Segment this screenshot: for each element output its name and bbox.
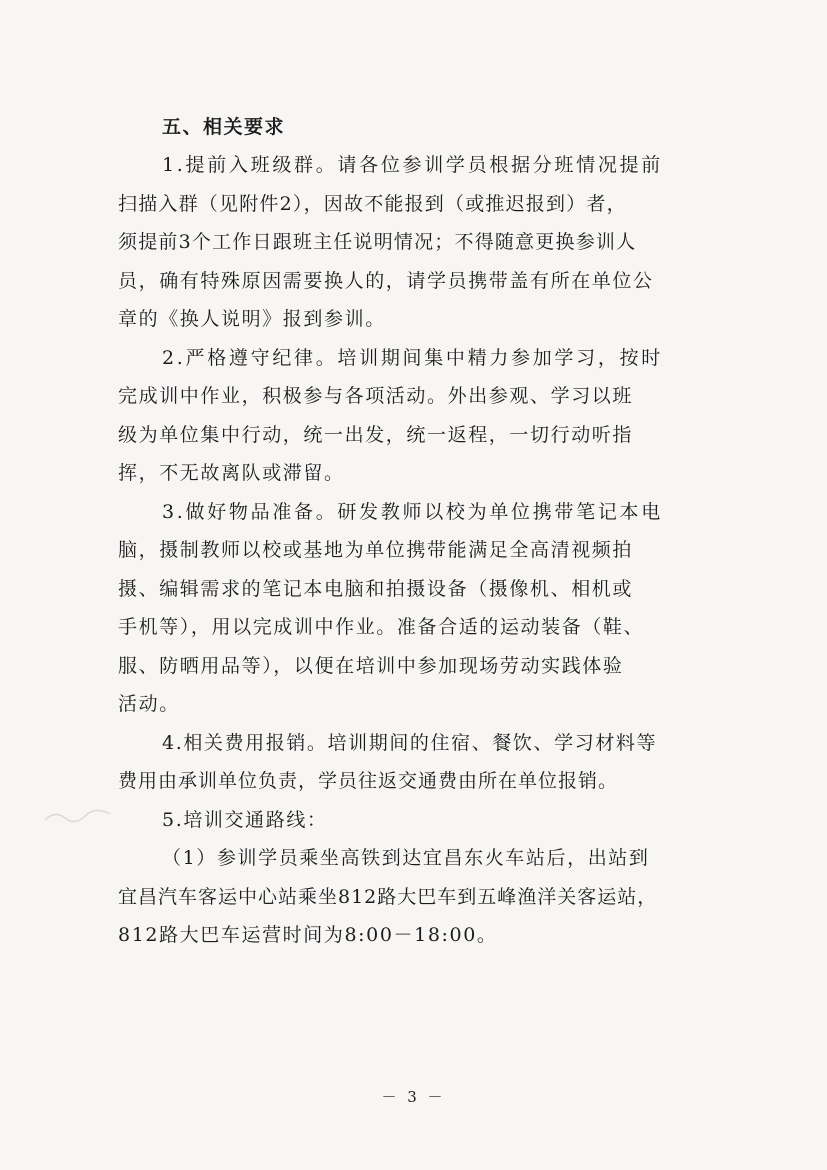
paragraph-line: 2.严格遵守纪律。培训期间集中精力参加学习，按时 [162,346,663,369]
paragraph-line: 须提前3个工作日跟班主任说明情况；不得随意更换参训人 [118,231,637,253]
section-heading: 五、相关要求 [162,116,286,138]
paragraph-line: 活动。 [118,693,180,715]
paragraph-line: 脑，摄制教师以校或基地为单位携带能满足全高清视频拍 [118,539,634,561]
paragraph-item-3 [118,493,698,724]
paragraph-line: 5.培训交通路线： [162,808,328,831]
page-number: － 3 － [381,1088,446,1106]
paragraph-line: 4.相关费用报销。培训期间的住宿、餐饮、学习材料等 [162,731,658,754]
paragraph-line: 服、防晒用品等），以便在培训中参加现场劳动实践体验 [118,654,624,677]
scan-smudge [40,800,120,830]
paragraph-item-4 [118,724,698,801]
paragraph-item-5-1 [118,839,698,955]
paragraph-item-5 [118,801,698,840]
document-body [118,108,698,955]
paragraph-line: 3.做好物品准备。研发教师以校为单位携带笔记本电 [162,500,663,523]
paragraph-line: 812路大巴车运营时间为8:00－18:00。 [118,924,498,946]
paragraph-line: 费用由承训单位负责，学员往返交通费由所在单位报销。 [118,770,619,792]
paragraph-line: （1）参训学员乘坐高铁到达宜昌东火车站后，出站到 [162,847,650,869]
paragraph-line: 挥，不无故离队或滞留。 [118,462,345,484]
paragraph-line: 扫描入群（见附件2），因故不能报到（或推迟报到）者， [118,192,627,215]
paragraph-line: 级为单位集中行动，统一出发，统一返程，一切行动听指 [118,423,634,446]
paragraph-line: 章的《换人说明》报到参训。 [118,308,386,330]
paragraph-line: 手机等），用以完成训中作业。准备合适的运动装备（鞋、 [118,616,645,638]
paragraph-line: 1.提前入班级群。请各位参训学员根据分班情况提前 [162,154,663,176]
paragraph-line: 摄、编辑需求的笔记本电脑和拍摄设备（摄像机、相机或 [118,577,634,600]
paragraph-line: 宜昌汽车客运中心站乘坐812路大巴车到五峰渔洋关客运站， [118,885,658,908]
paragraph-item-1 [118,146,698,339]
paragraph-line: 完成训中作业，积极参与各项活动。外出参观、学习以班 [118,385,634,407]
paragraph-line: 员，确有特殊原因需要换人的，请学员携带盖有所在单位公 [118,269,654,292]
paragraph-item-2 [118,339,698,493]
